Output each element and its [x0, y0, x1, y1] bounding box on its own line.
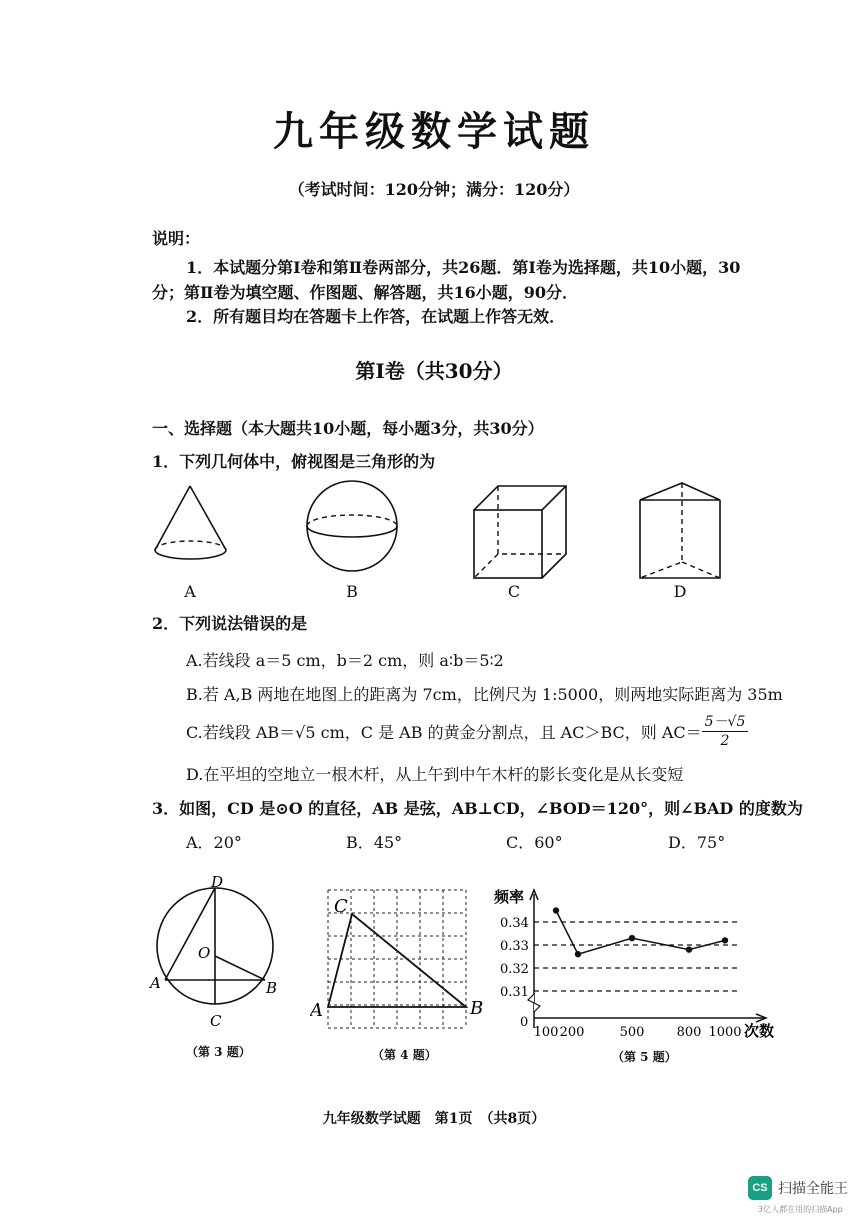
point-b-label: B — [266, 979, 278, 997]
y-tick-label: 0.34 — [500, 916, 529, 931]
prism-figure — [640, 483, 720, 578]
instruction-1: 1．本试题分第Ⅰ卷和第Ⅱ卷两部分，共26题．第Ⅰ卷为选择题，共10小题，30 — [186, 258, 741, 277]
origin-label: 0 — [520, 1015, 529, 1030]
question-2-option-b: B.若 A,B 两地在地图上的距离为 7cm，比例尺为 1:5000，则两地实际距离为 35m — [186, 685, 783, 704]
data-point — [575, 951, 581, 957]
y-tick-label: 0.33 — [500, 939, 529, 954]
x-tick-label: 500 — [619, 1025, 645, 1040]
x-tick-label: 800 — [676, 1025, 702, 1040]
data-point — [686, 946, 692, 952]
x-tick-label: 1000 — [708, 1025, 742, 1040]
axis-break-icon — [528, 994, 540, 1012]
point-d-label: D — [211, 876, 224, 891]
watermark-slogan: 3亿人都在用的扫描App — [758, 1205, 843, 1214]
cone-figure — [155, 486, 226, 559]
x-tick-labels — [534, 1025, 742, 1040]
question-3-option-c: C．60° — [506, 833, 563, 852]
page-footer: 九年级数学试题 第1页 （共8页） — [322, 1111, 546, 1127]
point-c-label: C — [210, 1012, 222, 1030]
question-3-option-a: A．20° — [186, 833, 242, 852]
x-tick-label: 200 — [559, 1025, 585, 1040]
exam-info: （考试时间：120分钟；满分：120分） — [288, 180, 580, 199]
question-1-figures — [140, 478, 740, 588]
section-title: 第Ⅰ卷（共30分） — [355, 359, 513, 383]
data-point — [553, 907, 559, 913]
figure-5-chart — [492, 880, 782, 1040]
point-o-label: O — [198, 944, 211, 962]
figure-3-caption: （第 3 题） — [186, 1045, 251, 1059]
x-tick-label: 100 — [533, 1025, 559, 1040]
question-3-option-d: D．75° — [668, 833, 726, 852]
point-c-label: C — [334, 896, 348, 917]
instruction-1-cont: 分；第Ⅱ卷为填空题、作图题、解答题，共16小题，90分． — [152, 283, 579, 302]
page-title: 九年级数学试题 — [273, 108, 595, 155]
part-heading: 一、选择题（本大题共10小题，每小题3分，共30分） — [152, 419, 544, 438]
golden-ratio-fraction — [702, 713, 749, 750]
camscanner-logo: CS — [748, 1176, 772, 1200]
watermark-name: 扫描全能王 — [778, 1181, 848, 1197]
data-point — [629, 935, 635, 941]
figure-5-caption: （第 5 题） — [612, 1050, 677, 1064]
sphere-figure — [307, 481, 397, 571]
figure-4-grid — [310, 880, 490, 1030]
instructions-heading: 说明： — [152, 229, 201, 248]
question-2-stem: 2．下列说法错误的是 — [152, 614, 308, 633]
question-2-option-d: D.在平坦的空地立一根木杆，从上午到中午木杆的影长变化是从长变短 — [186, 765, 684, 784]
fraction-denominator: 2 — [720, 733, 730, 749]
option-label-c: C — [507, 582, 521, 601]
figure-4-caption: （第 4 题） — [372, 1048, 437, 1062]
fraction-numerator: 5－√5 — [702, 713, 749, 732]
series-points — [553, 907, 728, 957]
y-tick-label: 0.31 — [500, 985, 529, 1000]
option-label-b: B — [346, 582, 358, 601]
option-label-d: D — [673, 582, 687, 601]
question-3-option-b: B．45° — [346, 833, 403, 852]
point-a-label: A — [150, 974, 161, 992]
cube-figure — [474, 486, 566, 578]
point-a-label: A — [310, 1000, 323, 1021]
question-3-stem: 3．如图，CD 是⊙O 的直径，AB 是弦，AB⊥CD，∠BOD＝120°，则∠BAD 的度数为 — [152, 799, 803, 818]
instruction-2: 2．所有题目均在答题卡上作答，在试题上作答无效． — [186, 307, 566, 326]
y-tick-label: 0.32 — [500, 962, 529, 977]
question-2-option-c — [186, 713, 748, 750]
point-b-label: B — [470, 998, 484, 1019]
series-line — [556, 911, 725, 955]
question-2-option-a: A.若线段 a＝5 cm，b＝2 cm，则 a∶b＝5∶2 — [186, 651, 504, 670]
data-point — [722, 937, 728, 943]
reference-lines — [534, 922, 738, 991]
question-1-stem: 1．下列几何体中，俯视图是三角形的为 — [152, 452, 436, 471]
x-axis-label: 次数 — [744, 1022, 775, 1040]
option-c-text: C.若线段 AB＝√5 cm，C 是 AB 的黄金分割点，且 AC＞BC，则 AC＝ — [186, 723, 702, 742]
option-label-a: A — [184, 582, 196, 601]
scanner-watermark — [748, 1176, 848, 1214]
figure-3-circle — [140, 876, 300, 1036]
y-tick-labels — [500, 916, 529, 1000]
y-axis-label: 频率 — [494, 888, 525, 906]
